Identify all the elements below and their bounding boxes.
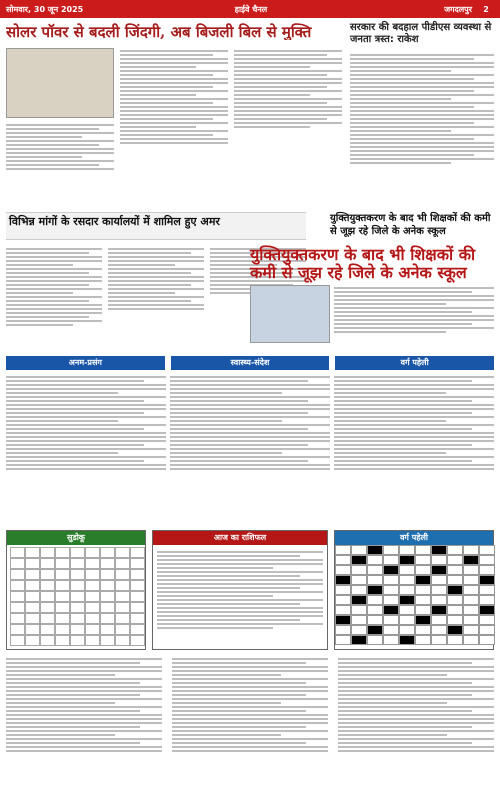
sudoku-title: सुडोकू	[7, 531, 145, 545]
footer-area	[6, 656, 494, 796]
lower-text-col-2	[170, 374, 330, 524]
right-headline: सरकार की बदहाल पीडीएस व्यवस्था से जनता त्रस्त: राकेश	[350, 22, 492, 45]
section-bar-1: अनम-प्रसंग	[6, 356, 165, 370]
lead-text-col-2	[120, 48, 228, 202]
footer-col-3	[338, 656, 494, 796]
edu-headline: युक्तियुक्तकरण के बाद भी शिक्षकों की कमी से जूझ रहे जिले के अनेक स्कूल	[250, 245, 476, 282]
edu-text	[334, 285, 494, 343]
footer-col-1	[6, 656, 162, 796]
edu-photo	[250, 285, 330, 343]
section-bar-2: स्वास्थ्य-संदेश	[171, 356, 330, 370]
sudoku-box	[6, 530, 146, 650]
masthead-bar	[0, 0, 500, 18]
sudoku-grid	[10, 547, 142, 646]
right-story	[350, 22, 494, 202]
mid-text-col-2	[108, 246, 204, 350]
lead-text-col-3	[234, 48, 342, 202]
section-bars	[6, 356, 494, 370]
crossword-grid	[335, 545, 493, 645]
mid-right-headline: युक्तियुक्तकरण के बाद भी शिक्षकों की कमी से जूझ रहे जिले के अनेक स्कूल	[330, 213, 491, 237]
masthead-date: सोमवार, 30 जून 2025	[6, 4, 84, 14]
horoscope-box	[152, 530, 328, 650]
crossword-box	[334, 530, 494, 650]
lead-text-col-1	[6, 48, 114, 202]
horoscope-title: आज का राशिफल	[153, 531, 327, 545]
crossword-title: वर्ग पहेली	[335, 531, 493, 545]
lead-headline: सोलर पॉवर से बदली जिंदगी, अब बिजली बिल से मुक्ति	[6, 23, 312, 40]
mid-text-col-1	[6, 246, 102, 350]
masthead-page: 2	[483, 4, 489, 14]
footer-col-2	[172, 656, 328, 796]
lower-text-col-3	[334, 374, 494, 524]
section-bar-3: वर्ग पहेली	[335, 356, 494, 370]
mid-left-headline: विभिन्न मांगों के रसदार कार्यालयों में शामिल हुए अमर	[6, 212, 306, 240]
lower-text-col-1	[6, 374, 166, 524]
masthead-paper: हाईवे चैनल	[234, 4, 268, 14]
masthead-section: जगदलपुर	[444, 4, 472, 14]
